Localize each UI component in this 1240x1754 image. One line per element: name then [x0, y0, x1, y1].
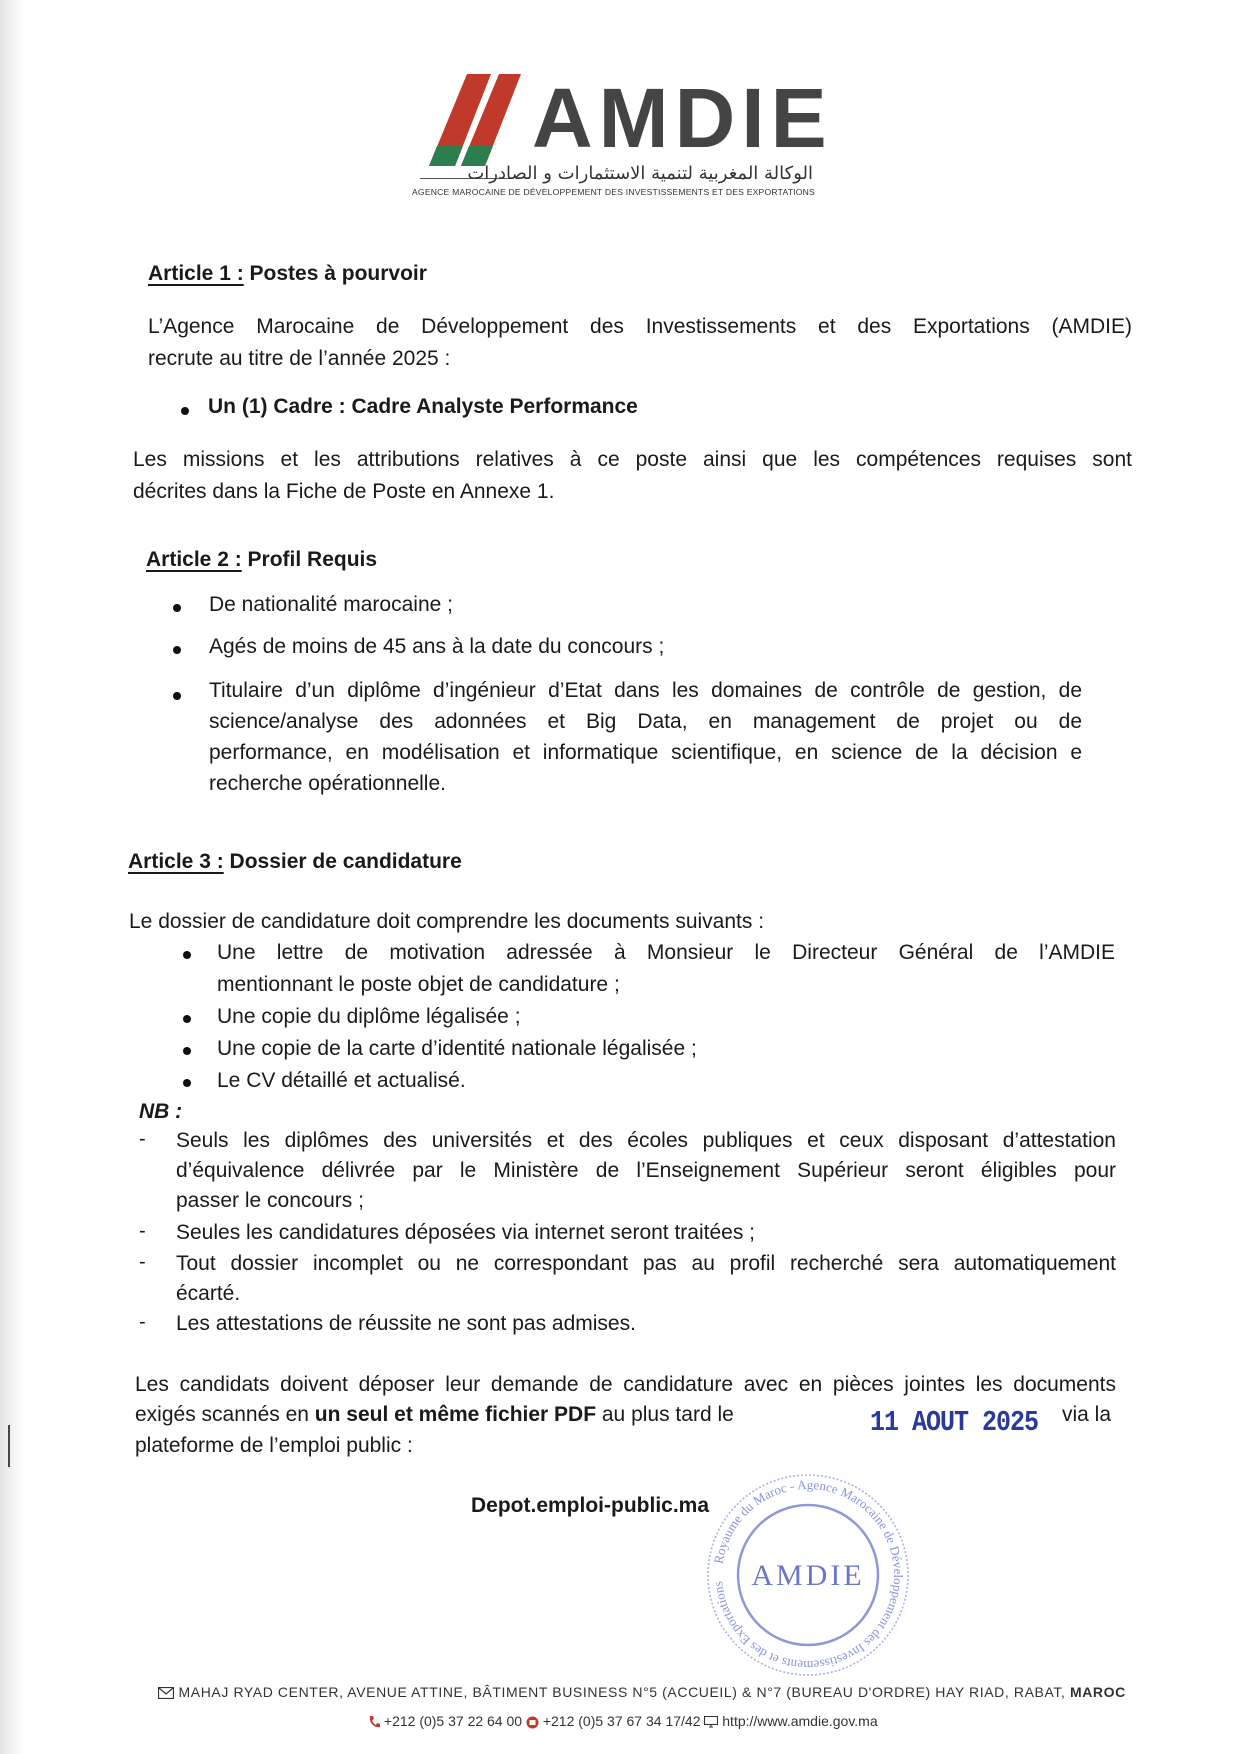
- article1-title: Postes à pourvoir: [249, 262, 427, 285]
- closing-line2: [135, 1400, 734, 1430]
- nb-item-line: Seules les candidatures déposées via internet seront traitées ;: [176, 1221, 756, 1244]
- article2-diploma-line: science/analyse des adonnées et Big Data, en management de projet ou de: [209, 710, 1082, 733]
- bullet-icon: [183, 1047, 191, 1055]
- footer-address-text: MAHAJ RYAD CENTER, AVENUE ATTINE, BÂTIMENT BUSINESS N°5 (ACCUEIL) & N°7 (BUREAU D'ORDRE) HAY RIAD, RABAT,: [178, 1684, 1070, 1700]
- article3-letter-line: mentionnant le poste objet de candidature ;: [217, 973, 620, 996]
- article2-item: De nationalité marocaine ;: [209, 593, 453, 616]
- article1-heading: [148, 262, 427, 286]
- logo-french-name: AGENCE MAROCAINE DE DÉVELOPPEMENT DES INVESTISSEMENTS ET DES EXPORTATIONS: [412, 187, 815, 197]
- article2-diploma-line: performance, en modélisation et informatique scientifique, en science de la décision e: [209, 741, 1082, 764]
- closing-line2-bold: un seul et même fichier PDF: [314, 1403, 597, 1426]
- closing-line1: Les candidats doivent déposer leur demande de candidature avec en pièces jointes les documents: [135, 1373, 1116, 1396]
- nb-item-line: Seuls les diplômes des universités et des écoles publiques et ceux disposant d’attestation: [176, 1129, 1116, 1152]
- scan-edge-mark: [8, 1425, 10, 1467]
- footer-address: [158, 1684, 1126, 1700]
- article2-label: Article 2 :: [146, 548, 242, 571]
- seal-center-text: AMDIE: [751, 1559, 865, 1592]
- deadline-date-stamp: 11 AOUT 2025: [870, 1405, 1039, 1440]
- footer-contact: [368, 1713, 878, 1729]
- article2-heading: [146, 548, 377, 572]
- article3-heading: [128, 850, 462, 874]
- article3-title: Dossier de candidature: [229, 850, 462, 873]
- bullet-icon: [181, 407, 189, 415]
- nb-item-line: écarté.: [176, 1282, 241, 1305]
- official-seal: [683, 1460, 933, 1690]
- article2-diploma-line: Titulaire d’un diplôme d’ingénieur d’Etat dans les domaines de contrôle de gestion, de: [209, 679, 1082, 702]
- article3-letter-line: Une lettre de motivation adressée à Monsieur le Directeur Général de l’AMDIE: [217, 941, 1115, 964]
- phone-icon: [368, 1715, 380, 1729]
- closing-line2-start: exigés scannés en: [135, 1403, 315, 1426]
- scan-edge-shadow: [0, 0, 26, 1754]
- dash-icon: -: [139, 1251, 146, 1273]
- article1-intro-line1: L’Agence Marocaine de Développement des Investissements et des Exportations (AMDIE): [148, 315, 1132, 338]
- bullet-icon: [183, 1015, 191, 1023]
- article1-post: Un (1) Cadre : Cadre Analyste Performance: [208, 395, 638, 418]
- logo-arabic-name: الوكالة المغربية لتنمية الاستثمارات و الصادرات: [467, 163, 813, 184]
- platform-link[interactable]: Depot.emploi-public.ma: [471, 1494, 710, 1517]
- nb-label: NB :: [139, 1100, 183, 1123]
- bullet-icon: [183, 1079, 191, 1087]
- footer-phone: +212 (0)5 37 22 64 00: [383, 1713, 523, 1729]
- article1-missions-line1: Les missions et les attributions relatives à ce poste ainsi que les compétences requises sont: [133, 448, 1132, 471]
- article3-item: Une copie de la carte d’identité nationale légalisée ;: [217, 1037, 697, 1060]
- bullet-icon: [173, 692, 181, 700]
- nb-item-line: Les attestations de réussite ne sont pas admises.: [176, 1312, 636, 1335]
- seal-ring-text: Royaume du Maroc - Agence Marocaine de Développement des Investissements et des Exportations: [710, 1476, 907, 1674]
- article3-intro: Le dossier de candidature doit comprendre les documents suivants :: [129, 910, 765, 933]
- article2-item: Agés de moins de 45 ans à la date du concours ;: [209, 635, 665, 658]
- article3-item: Une copie du diplôme légalisée ;: [217, 1005, 521, 1028]
- bullet-icon: [173, 604, 181, 612]
- dash-icon: -: [139, 1220, 146, 1242]
- nb-item-line: Tout dossier incomplet ou ne correspondant pas au profil recherché sera automatiquement: [176, 1252, 1116, 1275]
- fax-icon: [526, 1716, 539, 1729]
- article2-title: Profil Requis: [247, 548, 378, 571]
- logo-green-base: [429, 146, 463, 166]
- article2-diploma-line: recherche opérationnelle.: [209, 772, 446, 795]
- article3-item: Le CV détaillé et actualisé.: [217, 1069, 466, 1092]
- nb-item-line: passer le concours ;: [176, 1189, 364, 1212]
- dash-icon: -: [139, 1128, 146, 1150]
- article3-label: Article 3 :: [128, 850, 224, 873]
- bullet-icon: [183, 951, 191, 959]
- footer-fax: +212 (0)5 37 67 34 17/42: [542, 1713, 701, 1729]
- footer-website[interactable]: http://www.amdie.gov.ma: [722, 1713, 878, 1729]
- article1-missions-line2: décrites dans la Fiche de Poste en Annexe 1.: [133, 480, 555, 503]
- closing-line2-via: via la: [1062, 1403, 1112, 1426]
- article1-label: Article 1 :: [148, 262, 244, 285]
- dash-icon: -: [139, 1311, 146, 1333]
- envelope-icon: [158, 1687, 174, 1699]
- article1-intro-line2: recrute au titre de l’année 2025 :: [148, 347, 451, 370]
- amdie-logo-icon: [425, 72, 545, 168]
- bullet-icon: [173, 646, 181, 654]
- footer-address-city: MAROC: [1069, 1684, 1126, 1700]
- monitor-icon: [704, 1716, 718, 1728]
- nb-item-line: d’équivalence délivrée par le Ministère de l’Enseignement Supérieur seront éligibles pour: [176, 1159, 1116, 1182]
- closing-line2-end: au plus tard le: [596, 1403, 734, 1426]
- closing-line3: plateforme de l’emploi public :: [135, 1434, 413, 1457]
- logo-wordmark: AMDIE: [532, 71, 833, 165]
